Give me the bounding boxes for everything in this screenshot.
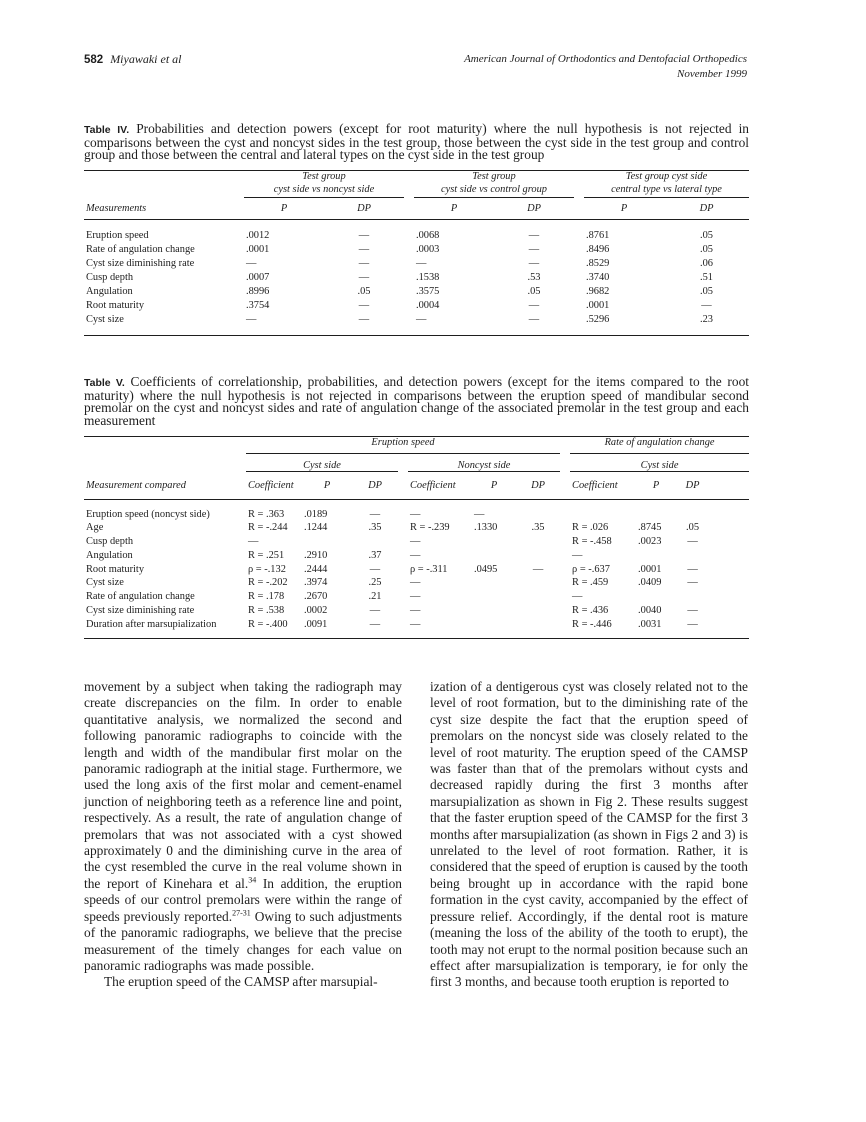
table-5-subheader: P [472, 472, 516, 500]
table-cell: R = -.446 [572, 618, 612, 630]
table-cell: .06 [700, 257, 713, 269]
table-cell: — [416, 257, 427, 269]
table-cell [676, 591, 709, 605]
table-row [84, 550, 749, 564]
table-row [84, 564, 749, 578]
table-cell: — [358, 313, 370, 325]
row-label: Root maturity [86, 299, 145, 311]
page-number: 582 [84, 54, 104, 66]
table-cell: — [410, 577, 421, 589]
table-cell: R = -.239 [410, 522, 450, 534]
table-cell: R = .363 [248, 508, 285, 520]
paragraph: ization of a dentigerous cyst was closely related not to the level of root formation, but to the diminishing rate of the cyst size despite the fact that the eruption speed of premolars on the noncyst side was closely related to the level of root maturity. The eruption speed of the CAMSP was faster than that of the premolars without cysts and decreased rapidly during the first 3 months after marsupialization as shown in Fig 2. These results suggest that the faster eruption speed of the CAMSP for the first 3 months after marsupialization (as shown in Figs 2 and 3) is unrelated to the level of root formation. Rather, it is considered that the speed of eruption is caused by the tooth being brought up in accordance with the rapid bone formation in the cyst cavity, accompanied by the effect of pressure relief. Accordingly, if the dental root is mature (meaning the loss of the ability of the tooth to erupt), the tooth may not erupt to the normal position because such an effect after marsupialization is temporary, ie for only the first 3 months, and because tooth eruption is reported to [430, 679, 748, 990]
table-4-group-2-subtitle: cyst side vs control group [414, 184, 574, 198]
table-5-group-1: Eruption speed [246, 437, 560, 454]
table-cell: — [528, 299, 540, 311]
table-cell: .35 [368, 522, 382, 534]
body-column-left [84, 679, 402, 991]
table-row [84, 258, 749, 272]
table-cell: — [528, 257, 540, 269]
table-row [84, 314, 749, 328]
table-cell: .1330 [474, 522, 498, 534]
table-4-label: Table IV. [84, 124, 130, 136]
table-5-subheader: P [302, 472, 352, 500]
table-4-caption [84, 123, 749, 162]
table-row [84, 591, 749, 605]
table-cell: .05 [700, 285, 713, 297]
text-run: movement by a subject when taking the radiograph may create discrepancies on the film. In order to enable quantitative analysis, we normalized the second and following panoramic radiographs to coincide with the length and width of the mandibular first molar on the panoramic radiograph at the initial stage. Furthermore, we used the long axis of the first molar and cement-enamel junction of neighboring teeth as a reference line and point, respectively. As a result, the rate of angulation change of premolars that was not associated with a cyst showed approximately 0 and the diminishing curve in the area of the cyst resembled the curve in the real volume shown in the report of Kinehara et al. [84, 679, 402, 891]
table-5-subheader: DP [352, 472, 398, 500]
table-4-subheader: P [244, 198, 324, 220]
table-cell: R = -.202 [248, 577, 288, 589]
table-4 [84, 170, 749, 336]
table-4-group-1-subtitle: cyst side vs noncyst side [244, 184, 404, 198]
table-5-body [84, 509, 749, 639]
running-header-right [464, 52, 747, 82]
table-cell [516, 577, 560, 591]
table-cell: .23 [700, 313, 713, 325]
table-cell: .0012 [246, 229, 270, 241]
row-label: Cusp depth [86, 536, 134, 548]
table-cell [516, 536, 560, 550]
table-cell: — [474, 508, 485, 520]
table-cell: .0495 [474, 563, 498, 575]
journal-name: American Journal of Orthodontics and Dentofacial Orthopedics [464, 53, 747, 65]
table-cell: — [369, 618, 381, 630]
table-row [84, 509, 749, 523]
row-label: Root maturity [86, 563, 145, 575]
table-cell [570, 509, 636, 523]
table-cell: .37 [368, 549, 382, 561]
issue-date: November 1999 [677, 68, 747, 80]
table-cell: — [410, 549, 421, 561]
table-cell: .0409 [638, 577, 662, 589]
table-cell: — [687, 563, 698, 575]
table-4-group-2-title: Test group [414, 171, 574, 184]
table-5-sub-noncyst: Noncyst side [408, 454, 560, 472]
table-cell: .05 [700, 243, 713, 255]
table-cell: .25 [368, 577, 382, 589]
table-cell: .0001 [638, 563, 662, 575]
table-cell: — [358, 229, 370, 241]
table-cell: — [369, 563, 381, 575]
table-4-caption-text: Probabilities and detection powers (except for root maturity) where the null hypothesis is not rejected in comparisons between the cyst and noncyst sides in the test group, those between the cyst side in the test group and control group and those between the central and lateral types on the cyst side in the test group [84, 121, 750, 163]
row-label: Angulation [86, 285, 133, 297]
table-row [84, 272, 749, 286]
table-4-group-3-subtitle: central type vs lateral type [584, 184, 749, 198]
table-4-subheader: P [414, 198, 494, 220]
table-5-col-header: Measurement compared [84, 472, 246, 500]
table-cell: — [369, 508, 381, 520]
table-cell: — [410, 508, 421, 520]
table-cell: — [358, 243, 370, 255]
table-cell: .05 [527, 285, 541, 297]
table-cell: .8745 [638, 522, 662, 534]
table-cell: — [528, 229, 540, 241]
table-cell: R = .436 [572, 605, 609, 617]
table-cell: .05 [700, 229, 713, 241]
table-cell: .0007 [246, 271, 270, 283]
table-cell [516, 550, 560, 564]
table-cell: R = .538 [248, 605, 285, 617]
paragraph [84, 679, 402, 974]
table-cell: — [246, 257, 257, 269]
table-4-col-header: Measurements [84, 198, 244, 220]
table-cell [352, 536, 398, 550]
table-cell: — [416, 313, 427, 325]
table-cell: .0031 [638, 618, 662, 630]
table-cell: .21 [368, 591, 382, 603]
table-5-caption-text: Coefficients of correlationship, probabilities, and detection powers (except for the items compared to the root maturity) where the null hypothesis is not rejected in comparisons between the eruption speed of mandibular second premolar on the cyst and noncyst sides and rate of angulation change of the associated premolar in the test group and each measurement [84, 374, 749, 428]
table-5-subheader: DP [516, 472, 560, 500]
table-cell: — [248, 536, 259, 548]
table-cell [516, 509, 560, 523]
table-cell: .0001 [586, 299, 610, 311]
table-4-subheader: DP [324, 198, 404, 220]
table-cell: ρ = -.132 [248, 563, 286, 575]
table-cell: ρ = -.637 [572, 563, 610, 575]
table-5-sub-cyst: Cyst side [246, 454, 398, 472]
table-cell: .8496 [586, 243, 610, 255]
table-cell: — [358, 271, 370, 283]
table-cell [636, 591, 676, 605]
citation-ref: 27-31 [232, 908, 251, 918]
table-5 [84, 436, 749, 639]
row-label: Angulation [86, 549, 133, 561]
table-cell [472, 591, 516, 605]
table-cell: — [369, 605, 381, 617]
table-cell: R = -.244 [248, 522, 288, 534]
table-cell: .0003 [416, 243, 440, 255]
table-cell: — [246, 313, 257, 325]
table-cell [636, 509, 676, 523]
table-cell: .3754 [246, 299, 270, 311]
table-4-body [84, 230, 749, 336]
table-cell: .0068 [416, 229, 440, 241]
table-cell: — [532, 563, 544, 575]
row-label: Cusp depth [86, 271, 134, 283]
table-cell: .0040 [638, 605, 662, 617]
table-cell [472, 536, 516, 550]
table-cell: .0004 [416, 299, 440, 311]
table-cell: .9682 [586, 285, 610, 297]
table-cell: .1244 [304, 522, 328, 534]
table-row [84, 286, 749, 300]
table-cell: — [687, 536, 698, 548]
table-cell: R = .178 [248, 591, 285, 603]
table-cell: .53 [527, 271, 541, 283]
table-cell [472, 605, 516, 619]
table-cell: .51 [700, 271, 713, 283]
table-cell: .2444 [304, 563, 328, 575]
table-cell: .05 [686, 522, 700, 534]
table-4-group-3-title: Test group cyst side [584, 171, 749, 184]
table-cell [516, 619, 560, 633]
table-cell: — [410, 605, 421, 617]
table-cell: — [687, 577, 698, 589]
table-cell: .0189 [304, 508, 328, 520]
table-cell: .2910 [304, 549, 328, 561]
table-cell: — [701, 299, 712, 311]
text-run: In addition, the eruption speeds of our control premolars were within the range of speeds previously reported. [84, 875, 402, 924]
table-5-sub-cyst-2: Cyst side [570, 454, 749, 472]
row-label: Rate of angulation change [86, 591, 195, 603]
table-cell: R = -.400 [248, 618, 288, 630]
table-cell [636, 550, 676, 564]
table-cell: .2670 [304, 591, 328, 603]
table-cell: — [358, 299, 370, 311]
table-4-subheader: DP [494, 198, 574, 220]
table-5-subheader: Coefficient [246, 472, 302, 500]
table-cell [516, 591, 560, 605]
table-5-label: Table V. [84, 377, 125, 389]
table-cell: — [687, 605, 698, 617]
running-authors: Miyawaki et al [110, 52, 182, 66]
row-label: Eruption speed [86, 229, 149, 241]
table-cell: .8761 [586, 229, 610, 241]
table-cell: .3974 [304, 577, 328, 589]
table-cell [472, 550, 516, 564]
table-cell: R = .251 [248, 549, 285, 561]
table-cell: — [528, 313, 540, 325]
table-cell: .3575 [416, 285, 440, 297]
table-4-subheader: DP [664, 198, 749, 220]
table-cell: .0002 [304, 605, 328, 617]
body-column-right [430, 679, 748, 991]
table-cell: .5296 [586, 313, 610, 325]
table-cell: ρ = -.311 [410, 563, 448, 575]
row-label: Duration after marsupialization [86, 618, 217, 630]
table-row [84, 536, 749, 550]
table-row [84, 244, 749, 258]
row-label: Cyst size diminishing rate [86, 605, 195, 617]
table-4-group-1-title: Test group [244, 171, 404, 184]
table-cell: — [687, 618, 698, 630]
row-label: Age [86, 522, 104, 534]
table-cell: .3740 [586, 271, 610, 283]
table-cell: — [572, 591, 583, 603]
table-cell: — [410, 591, 421, 603]
table-cell: — [528, 243, 540, 255]
table-cell: .0001 [246, 243, 270, 255]
row-label: Eruption speed (noncyst side) [86, 508, 210, 520]
table-cell [472, 619, 516, 633]
row-label: Cyst size [86, 313, 124, 325]
table-cell: .1538 [416, 271, 440, 283]
table-5-subheader: Coefficient [570, 472, 636, 500]
table-5-group-2: Rate of angulation change [570, 437, 749, 454]
table-cell: — [358, 257, 370, 269]
paragraph: The eruption speed of the CAMSP after marsupial- [104, 974, 378, 990]
table-row [84, 577, 749, 591]
row-label: Cyst size [86, 577, 124, 589]
table-cell [676, 550, 709, 564]
table-cell: .35 [531, 522, 545, 534]
table-5-subheader: P [636, 472, 676, 500]
table-5-subheader: Coefficient [408, 472, 472, 500]
table-cell: R = -.458 [572, 536, 612, 548]
table-row [84, 619, 749, 633]
row-label: Cyst size diminishing rate [86, 257, 195, 269]
table-cell [472, 577, 516, 591]
table-cell: .0091 [304, 618, 328, 630]
table-cell [516, 605, 560, 619]
table-row [84, 522, 749, 536]
table-cell: .8996 [246, 285, 270, 297]
text-run: Owing to such adjustments of the panoramic radiographs, we believe that the precise measurement of the timely changes for each value on panoramic radiographs was made possible. [84, 908, 402, 973]
table-row [84, 300, 749, 314]
table-5-caption [84, 376, 749, 427]
running-header-left [84, 52, 182, 67]
row-label: Rate of angulation change [86, 243, 195, 255]
table-cell: — [410, 618, 421, 630]
table-cell [676, 509, 709, 523]
table-cell: .0023 [638, 536, 662, 548]
table-5-subheader: DP [676, 472, 709, 500]
table-cell: R = .459 [572, 577, 609, 589]
citation-ref: 34 [248, 875, 257, 885]
table-row [84, 605, 749, 619]
table-cell: R = .026 [572, 522, 609, 534]
table-4-subheader: P [584, 198, 664, 220]
table-row [84, 230, 749, 244]
table-cell: .05 [357, 285, 371, 297]
table-cell: .8529 [586, 257, 610, 269]
table-cell: — [410, 536, 421, 548]
table-cell: — [572, 549, 583, 561]
table-cell [302, 536, 352, 550]
